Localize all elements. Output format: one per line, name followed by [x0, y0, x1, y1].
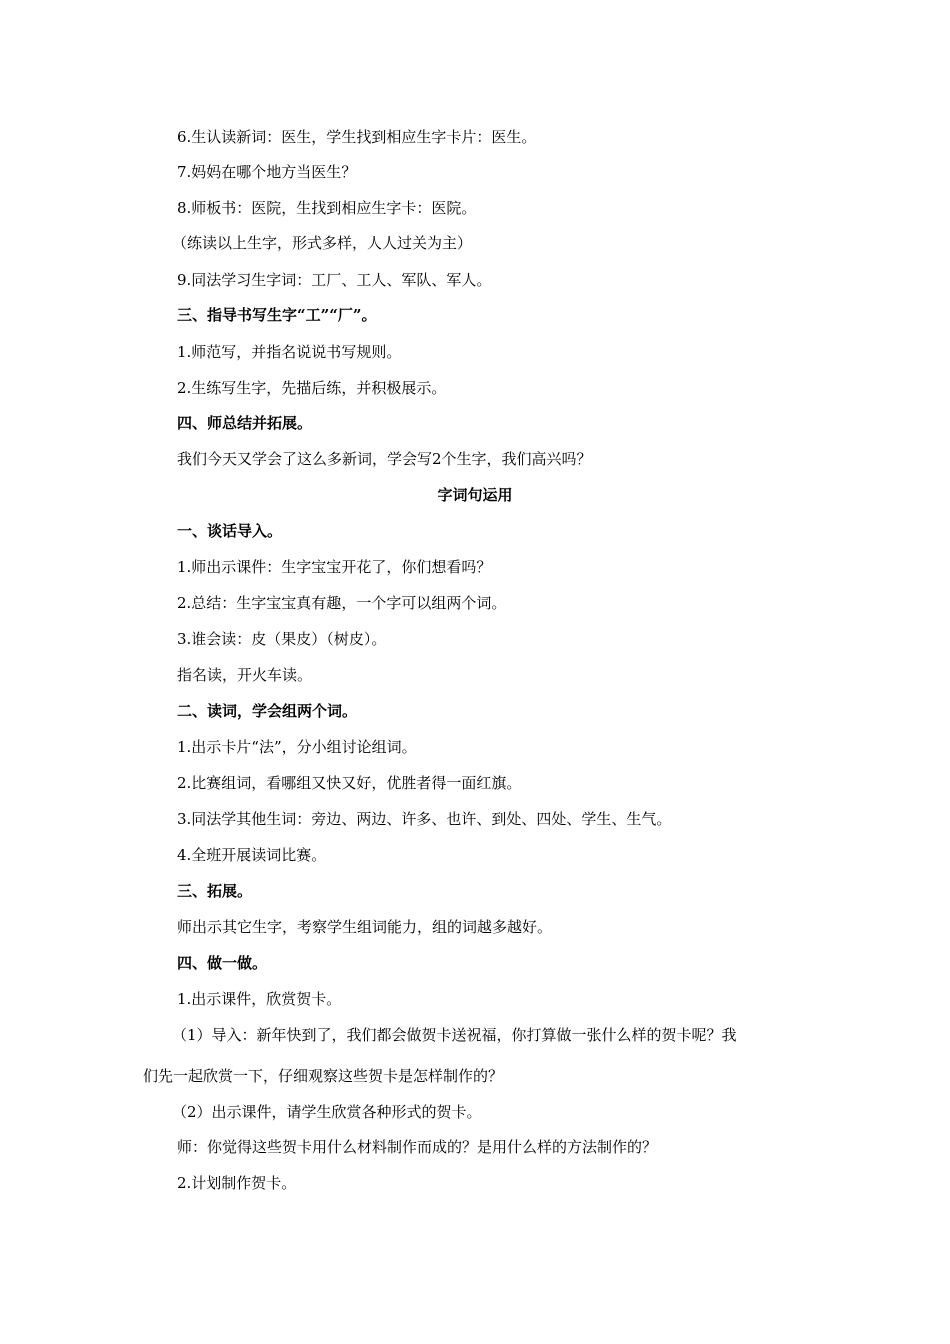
- paragraph: 师：你觉得这些贺卡用什么材料制作而成的？是用什么样的方法制作的？: [177, 1138, 658, 1156]
- document-title: 字词句运用: [437, 486, 513, 504]
- paragraph: 们先一起欣赏一下，仔细观察这些贺卡是怎样制作的？: [143, 1067, 504, 1085]
- section-heading: 三、拓展。: [177, 882, 253, 900]
- paragraph: 1.师范写，并指名说说书写规则。: [177, 343, 402, 361]
- paragraph: （练读以上生字，形式多样，人人过关为主）: [172, 234, 473, 252]
- section-heading: 二、读词，学会组两个词。: [177, 702, 358, 720]
- paragraph: 3.同法学其他生词：旁边、两边、许多、也许、到处、四处、学生、生气。: [177, 810, 672, 828]
- section-heading: 四、做一做。: [177, 954, 268, 972]
- paragraph: 1.师出示课件：生字宝宝开花了，你们想看吗？: [177, 558, 492, 576]
- section-heading: 一、谈话导入。: [177, 522, 283, 540]
- paragraph: 3.谁会读：皮（果皮）（树皮）。: [177, 630, 387, 648]
- paragraph: 我们今天又学会了这么多新词，学会写2个生字，我们高兴吗？: [177, 450, 592, 468]
- paragraph: （1）导入：新年快到了，我们都会做贺卡送祝福，你打算做一张什么样的贺卡呢？我: [172, 1026, 737, 1044]
- paragraph: 2.生练写生字，先描后练，并积极展示。: [177, 379, 447, 397]
- paragraph: 指名读，开火车读。: [177, 666, 313, 684]
- paragraph: 8.师板书：医院，生找到相应生字卡：医院。: [177, 199, 477, 217]
- paragraph: 1.出示课件，欣赏贺卡。: [177, 990, 342, 1008]
- paragraph: 师出示其它生字，考察学生组词能力，组的词越多越好。: [177, 918, 553, 936]
- paragraph: 2.计划制作贺卡。: [177, 1174, 297, 1192]
- paragraph: 2.比赛组词，看哪组又快又好，优胜者得一面红旗。: [177, 774, 522, 792]
- section-heading: 三、指导书写生字“工”“厂”。: [177, 306, 377, 324]
- paragraph: 6.生认读新词：医生，学生找到相应生字卡片：医生。: [177, 128, 537, 146]
- paragraph: 4.全班开展读词比赛。: [177, 846, 327, 864]
- section-heading: 四、师总结并拓展。: [177, 414, 313, 432]
- paragraph: 9.同法学习生字词：工厂、工人、军队、军人。: [177, 271, 492, 289]
- paragraph: 1.出示卡片“法”，分小组讨论组词。: [177, 738, 417, 756]
- paragraph: 7.妈妈在哪个地方当医生？: [177, 163, 357, 181]
- paragraph: 2.总结：生字宝宝真有趣，一个字可以组两个词。: [177, 594, 507, 612]
- paragraph: （2）出示课件，请学生欣赏各种形式的贺卡。: [172, 1103, 482, 1121]
